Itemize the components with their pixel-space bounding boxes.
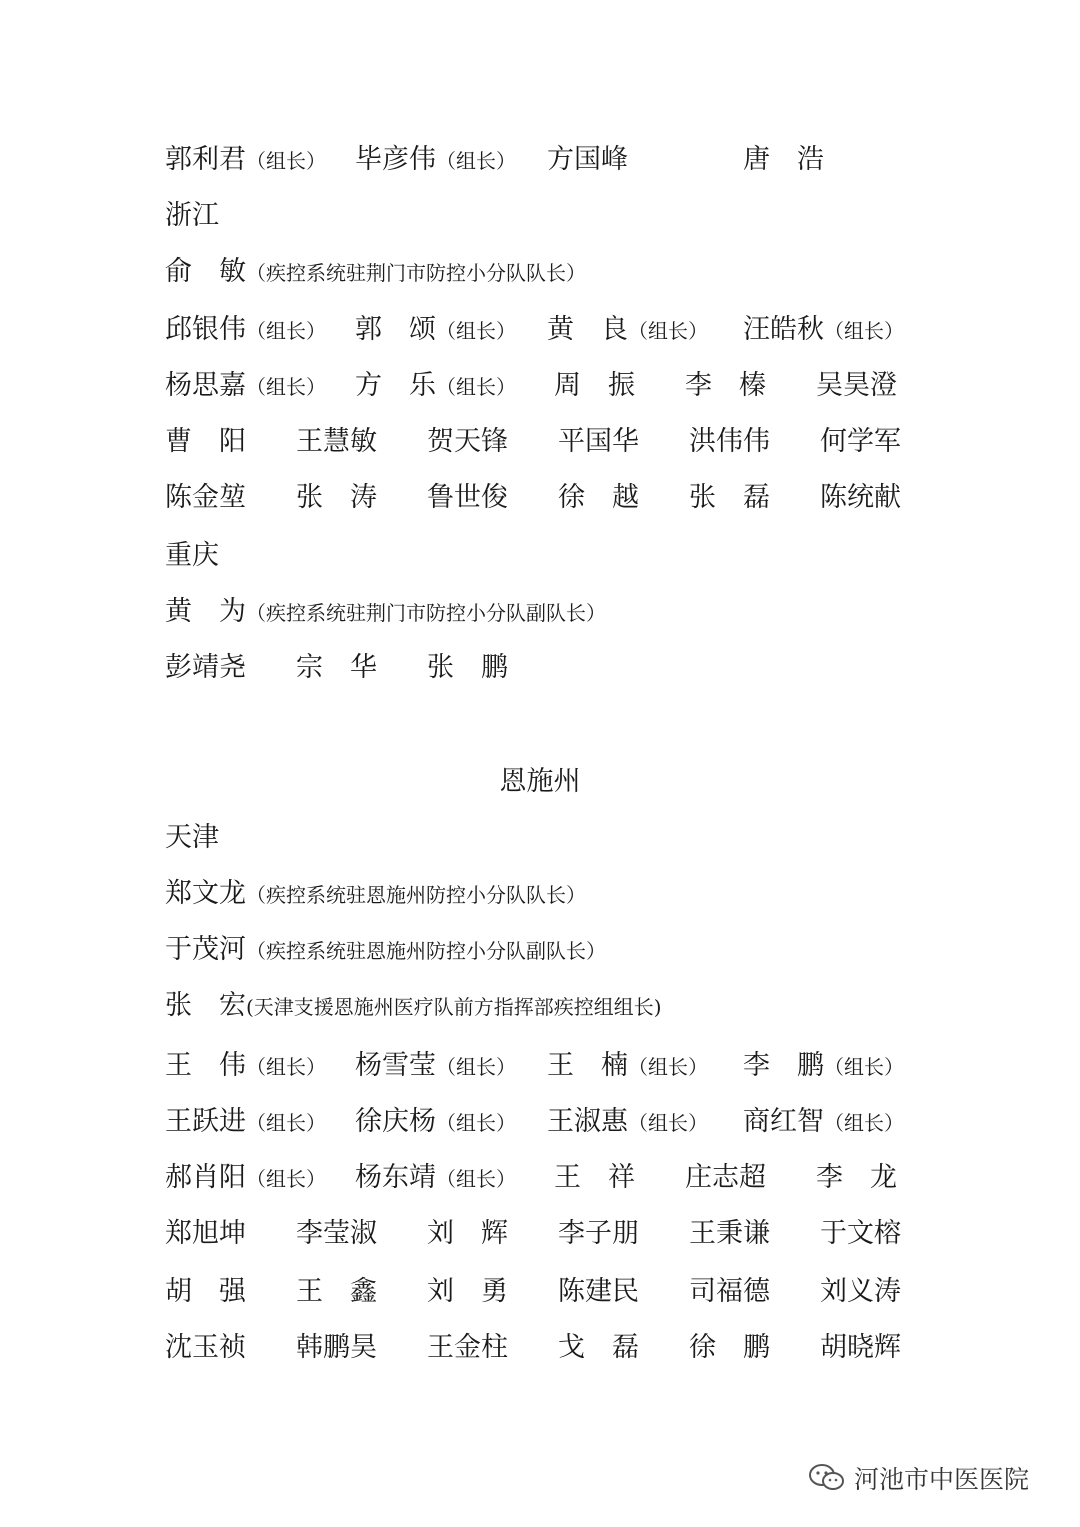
person-name: 唐 浩 <box>743 144 824 175</box>
person-name: 于茂河 <box>165 934 246 965</box>
person-name: 胡晓辉 <box>820 1332 901 1363</box>
person-name: 王金柱 <box>427 1332 508 1363</box>
person-entry <box>165 1046 326 1087</box>
person-entry <box>816 366 897 406</box>
person-entry <box>296 1328 377 1368</box>
person-entry <box>685 366 766 406</box>
person-name: 刘 勇 <box>427 1276 508 1307</box>
province-heading: 浙江 <box>165 200 219 231</box>
person-entry <box>296 422 377 462</box>
person-entry <box>816 1158 897 1198</box>
person-name: 李子朋 <box>558 1218 639 1249</box>
person-name: 吴昊澄 <box>816 370 897 401</box>
person-entry <box>558 1214 639 1254</box>
person-name: 平国华 <box>558 426 639 457</box>
person-name: 贺天锋 <box>427 426 508 457</box>
person-name: 王秉谦 <box>689 1218 770 1249</box>
person-entry <box>296 648 377 688</box>
person-entry <box>165 1102 326 1143</box>
person-name: 王慧敏 <box>296 426 377 457</box>
person-name: 方国峰 <box>547 144 628 175</box>
role-note: (天津支援恩施州医疗队前方指挥部疾控组组长) <box>246 995 662 1019</box>
person-name: 徐 鹏 <box>689 1332 770 1363</box>
person-name: 李 鹏 <box>743 1050 824 1081</box>
person-name: 韩鹏昊 <box>296 1332 377 1363</box>
person-name: 戈 磊 <box>558 1332 639 1363</box>
person-name: 徐庆杨 <box>355 1106 436 1137</box>
person-entry <box>355 1102 516 1143</box>
person-name: 郑文龙 <box>165 878 246 909</box>
person-name: 庄志超 <box>685 1162 766 1193</box>
person-entry <box>165 310 326 351</box>
person-name: 陈金堃 <box>165 482 246 513</box>
person-name: 汪皓秋 <box>743 314 824 345</box>
role-note: （组长） <box>628 1111 708 1135</box>
person-name: 陈建民 <box>558 1276 639 1307</box>
person-name: 刘 辉 <box>427 1218 508 1249</box>
role-note: （疾控系统驻荆门市防控小分队队长） <box>246 261 586 285</box>
role-note: （组长） <box>246 1167 326 1191</box>
person-entry <box>355 140 516 181</box>
person-name: 宗 华 <box>296 652 377 683</box>
person-entry <box>558 422 639 462</box>
person-entry <box>165 874 586 915</box>
person-name: 王 鑫 <box>296 1276 377 1307</box>
person-entry <box>743 1046 904 1087</box>
person-entry <box>689 1214 770 1254</box>
person-entry <box>165 252 586 293</box>
person-name: 郑旭坤 <box>165 1218 246 1249</box>
role-note: （组长） <box>246 1055 326 1079</box>
person-entry <box>547 310 708 351</box>
person-entry <box>689 1272 770 1312</box>
role-note: （疾控系统驻荆门市防控小分队副队长） <box>246 601 606 625</box>
person-entry <box>165 592 606 633</box>
person-entry <box>558 1328 639 1368</box>
person-name: 王 伟 <box>165 1050 246 1081</box>
role-note: （组长） <box>824 1111 904 1135</box>
role-note: （组长） <box>824 1055 904 1079</box>
person-entry <box>820 1214 901 1254</box>
person-entry <box>296 478 377 518</box>
section-title: 恩施州 <box>499 766 581 797</box>
person-entry <box>685 1158 766 1198</box>
person-entry <box>427 1214 508 1254</box>
person-name: 郭利君 <box>165 144 246 175</box>
role-note: （组长） <box>436 319 516 343</box>
province-heading: 天津 <box>165 822 219 853</box>
role-note: （组长） <box>436 149 516 173</box>
person-entry <box>165 930 606 971</box>
person-name: 王淑惠 <box>547 1106 628 1137</box>
role-note: （组长） <box>436 1167 516 1191</box>
person-name: 鲁世俊 <box>427 482 508 513</box>
person-name: 王 祥 <box>554 1162 635 1193</box>
person-entry <box>554 366 635 406</box>
person-entry <box>427 1328 508 1368</box>
person-name: 杨思嘉 <box>165 370 246 401</box>
role-note: （组长） <box>246 375 326 399</box>
role-note: （组长） <box>246 319 326 343</box>
person-name: 周 振 <box>554 370 635 401</box>
role-note: （组长） <box>436 1055 516 1079</box>
person-entry <box>820 478 901 518</box>
person-name: 郭 颂 <box>355 314 436 345</box>
person-entry <box>820 1272 901 1312</box>
person-name: 洪伟伟 <box>689 426 770 457</box>
person-name: 邱银伟 <box>165 314 246 345</box>
person-entry <box>427 1272 508 1312</box>
person-entry <box>165 986 662 1027</box>
person-entry <box>554 1158 635 1198</box>
person-name: 沈玉祯 <box>165 1332 246 1363</box>
role-note: （疾控系统驻恩施州防控小分队队长） <box>246 883 586 907</box>
person-entry <box>165 1158 326 1199</box>
person-entry <box>355 366 516 407</box>
person-name: 曹 阳 <box>165 426 246 457</box>
person-name: 陈统献 <box>820 482 901 513</box>
person-entry <box>165 648 246 688</box>
person-name: 司福德 <box>689 1276 770 1307</box>
person-name: 方 乐 <box>355 370 436 401</box>
person-entry <box>547 1102 708 1143</box>
role-note: （疾控系统驻恩施州防控小分队副队长） <box>246 939 606 963</box>
person-entry <box>165 422 246 462</box>
person-name: 张 涛 <box>296 482 377 513</box>
person-name: 张 宏 <box>165 990 246 1021</box>
person-entry <box>820 1328 901 1368</box>
role-note: （组长） <box>628 1055 708 1079</box>
person-name: 俞 敏 <box>165 256 246 287</box>
role-note: （组长） <box>824 319 904 343</box>
person-entry <box>355 1158 516 1199</box>
person-name: 王 楠 <box>547 1050 628 1081</box>
person-name: 黄 良 <box>547 314 628 345</box>
province-heading: 重庆 <box>165 540 219 571</box>
person-name: 商红智 <box>743 1106 824 1137</box>
person-name: 黄 为 <box>165 596 246 627</box>
person-name: 王跃进 <box>165 1106 246 1137</box>
person-name: 郝肖阳 <box>165 1162 246 1193</box>
watermark-text: 河池市中医医院 <box>854 1465 1030 1494</box>
person-entry <box>296 1214 377 1254</box>
person-entry <box>427 648 508 688</box>
person-name: 于文榕 <box>820 1218 901 1249</box>
person-entry <box>296 1272 377 1312</box>
person-name: 杨雪莹 <box>355 1050 436 1081</box>
person-name: 何学军 <box>820 426 901 457</box>
person-entry <box>165 1328 246 1368</box>
person-entry <box>165 1272 246 1312</box>
person-name: 杨东靖 <box>355 1162 436 1193</box>
person-name: 李莹淑 <box>296 1218 377 1249</box>
person-name: 李 龙 <box>816 1162 897 1193</box>
person-entry <box>689 1328 770 1368</box>
role-note: （组长） <box>246 149 326 173</box>
person-entry <box>427 478 508 518</box>
person-entry <box>743 140 824 180</box>
person-entry <box>743 310 904 351</box>
person-name: 胡 强 <box>165 1276 246 1307</box>
role-note: （组长） <box>436 375 516 399</box>
person-name: 毕彦伟 <box>355 144 436 175</box>
person-name: 李 榛 <box>685 370 766 401</box>
person-entry <box>355 310 516 351</box>
person-entry <box>558 478 639 518</box>
person-entry <box>689 422 770 462</box>
person-name: 刘义涛 <box>820 1276 901 1307</box>
watermark <box>808 1458 1029 1498</box>
person-entry <box>165 140 326 181</box>
person-entry <box>743 1102 904 1143</box>
person-entry <box>165 478 246 518</box>
person-entry <box>165 366 326 407</box>
person-entry <box>689 478 770 518</box>
person-entry <box>558 1272 639 1312</box>
person-entry <box>820 422 901 462</box>
person-entry <box>427 422 508 462</box>
person-entry <box>355 1046 516 1087</box>
person-entry <box>547 1046 708 1087</box>
role-note: （组长） <box>246 1111 326 1135</box>
person-entry <box>547 140 628 180</box>
wechat-icon <box>808 1463 846 1493</box>
person-entry <box>165 1214 246 1254</box>
person-name: 彭靖尧 <box>165 652 246 683</box>
role-note: （组长） <box>436 1111 516 1135</box>
person-name: 张 磊 <box>689 482 770 513</box>
person-name: 徐 越 <box>558 482 639 513</box>
person-name: 张 鹏 <box>427 652 508 683</box>
role-note: （组长） <box>628 319 708 343</box>
